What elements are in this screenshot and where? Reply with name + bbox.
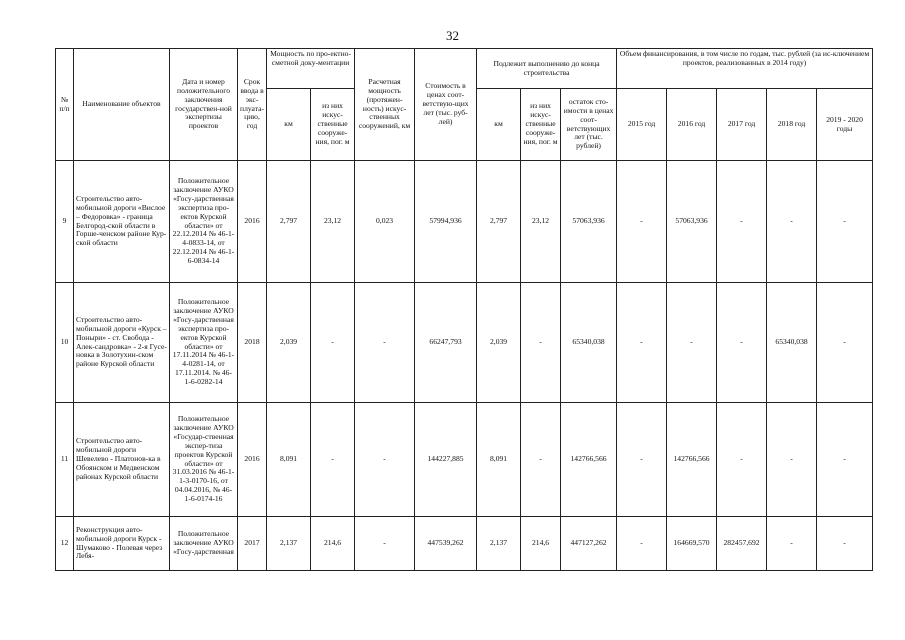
table-row (56, 403, 873, 517)
header-row-1 (56, 49, 873, 89)
header-year-2015: 2015 год (617, 89, 667, 161)
row-comp-rest: 142766,566 (561, 403, 617, 517)
header-year-2018: 2018 год (767, 89, 817, 161)
row-y2016: 164669,570 (667, 517, 717, 571)
row-cap-km: 8,091 (267, 403, 311, 517)
header-finance-group: Объем финансирования, в том числе по годам, тыс. рублей (за ис-ключением проектов, реализованных в 2014 году) (617, 49, 873, 89)
row-y2019: - (817, 161, 873, 283)
row-cap-km: 2,797 (267, 161, 311, 283)
row-y2017: - (717, 403, 767, 517)
header-comp-km: км (477, 89, 521, 161)
row-y2018: 65340,038 (767, 283, 817, 403)
row-cap-art: 23,12 (311, 161, 355, 283)
row-y2019: - (817, 517, 873, 571)
row-expertise: Положительное заключение АУКО «Госу-дарственная экспертиза про-ектов Курской области» от 17.11.2014 № 46-1-4-0281-14, от 17.11.2014. № 46-1-6-0282-14 (170, 283, 238, 403)
row-name: Реконструкция авто-мобильной дороги Курск - Шумаково - Полевая через Лебя- (74, 517, 170, 571)
row-y2018: - (767, 161, 817, 283)
row-expertise: Положительное заключение АУКО «Госу-дарственная экспертиза про-ектов Курской области» от 22.12.2014 № 46-1-4-0833-14, от 22.12.2014 № 46-1-6-0834-14 (170, 161, 238, 283)
header-capacity-group: Мощность по про-ектно-сметной доку-ментации (267, 49, 355, 89)
table-row (56, 161, 873, 283)
row-comp-rest: 447127,262 (561, 517, 617, 571)
row-y2019: - (817, 283, 873, 403)
row-num: 9 (56, 161, 74, 283)
row-y2016: - (667, 283, 717, 403)
header-comp-art: из них искус-ственные сооруже-ния, пог. м (521, 89, 561, 161)
row-y2017: - (717, 161, 767, 283)
row-calc-cap: - (355, 283, 415, 403)
header-year-2017: 2017 год (717, 89, 767, 161)
row-cap-km: 2,137 (267, 517, 311, 571)
row-term: 2017 (238, 517, 267, 571)
header-cap-art: из них искус-ственные сооруже-ния, пог. м (311, 89, 355, 161)
row-y2019: - (817, 403, 873, 517)
row-calc-cap: - (355, 517, 415, 571)
row-cap-art: - (311, 283, 355, 403)
header-year-2016: 2016 год (667, 89, 717, 161)
row-cost: 144227,885 (415, 403, 477, 517)
row-y2017: - (717, 283, 767, 403)
row-y2015: - (617, 517, 667, 571)
row-num: 11 (56, 403, 74, 517)
row-comp-art: - (521, 403, 561, 517)
row-comp-art: - (521, 283, 561, 403)
row-comp-art: 214,6 (521, 517, 561, 571)
header-year-2019-2020: 2019 - 2020 годы (817, 89, 873, 161)
row-comp-rest: 57063,936 (561, 161, 617, 283)
row-calc-cap: 0,023 (355, 161, 415, 283)
row-comp-km: 2,137 (477, 517, 521, 571)
header-expertise: Дата и номер положительного заключения государствен-ной экспертизы проектов (170, 49, 238, 161)
row-y2015: - (617, 283, 667, 403)
table-row (56, 517, 873, 571)
header-num: № п/п (56, 49, 74, 161)
header-complete-group: Подлежит выполнению до конца строительства (477, 49, 617, 89)
page-number: 32 (446, 28, 459, 43)
row-term: 2016 (238, 403, 267, 517)
header-name: Наименование объектов (74, 49, 170, 161)
row-calc-cap: - (355, 403, 415, 517)
row-num: 10 (56, 283, 74, 403)
row-cap-art: 214,6 (311, 517, 355, 571)
header-calc-capacity: Расчетная мощность (протяжен-ность) искус-ственных сооружений, км (355, 49, 415, 161)
header-cost: Стоимость в ценах соот-ветствую-щих лет (тыс. руб-лей) (415, 49, 477, 161)
row-y2015: - (617, 403, 667, 517)
row-y2015: - (617, 161, 667, 283)
header-term: Срок ввода в экс-плуата-цию, год (238, 49, 267, 161)
objects-table (55, 48, 873, 571)
row-comp-km: 2,797 (477, 161, 521, 283)
row-name: Строительство авто-мобильной дороги Шевелево - Платонов-ка в Обоянском и Медвенском районах Курской области (74, 403, 170, 517)
header-cap-km: км (267, 89, 311, 161)
row-comp-km: 8,091 (477, 403, 521, 517)
row-comp-rest: 65340,038 (561, 283, 617, 403)
row-term: 2018 (238, 283, 267, 403)
row-name: Строительство авто-мобильной дороги «Курск – Поныри» - ст. Свобода - Алек-сандровка» - 2-я Гусе-новка в Золотухин-ском районе Курской области (74, 283, 170, 403)
row-cap-art: - (311, 403, 355, 517)
row-comp-km: 2,039 (477, 283, 521, 403)
row-expertise: Положительное заключение АУКО «Госу-дарственная (170, 517, 238, 571)
row-y2017: 282457,692 (717, 517, 767, 571)
row-cap-km: 2,039 (267, 283, 311, 403)
row-y2016: 57063,936 (667, 161, 717, 283)
row-comp-art: 23,12 (521, 161, 561, 283)
row-cost: 57994,936 (415, 161, 477, 283)
row-y2018: - (767, 403, 817, 517)
row-term: 2016 (238, 161, 267, 283)
row-cost: 66247,793 (415, 283, 477, 403)
row-name: Строительство авто-мобильной дороги «Вислое – Федоровка» - граница Белгород-ской области в Горше-ченском районе Кур-ской области (74, 161, 170, 283)
header-comp-rest: остаток сто-имости в ценах соот-ветствующих лет (тыс. рублей) (561, 89, 617, 161)
row-y2016: 142766,566 (667, 403, 717, 517)
row-num: 12 (56, 517, 74, 571)
row-expertise: Положительное заключение АУКО «Государ-ственная экспер-тиза проектов Курской области» от 31.03.2016 № 46-1-1-3-0170-16, от 04.04.2016, № 46-1-6-0174-16 (170, 403, 238, 517)
row-cost: 447539,262 (415, 517, 477, 571)
row-y2018: - (767, 517, 817, 571)
table-row (56, 283, 873, 403)
